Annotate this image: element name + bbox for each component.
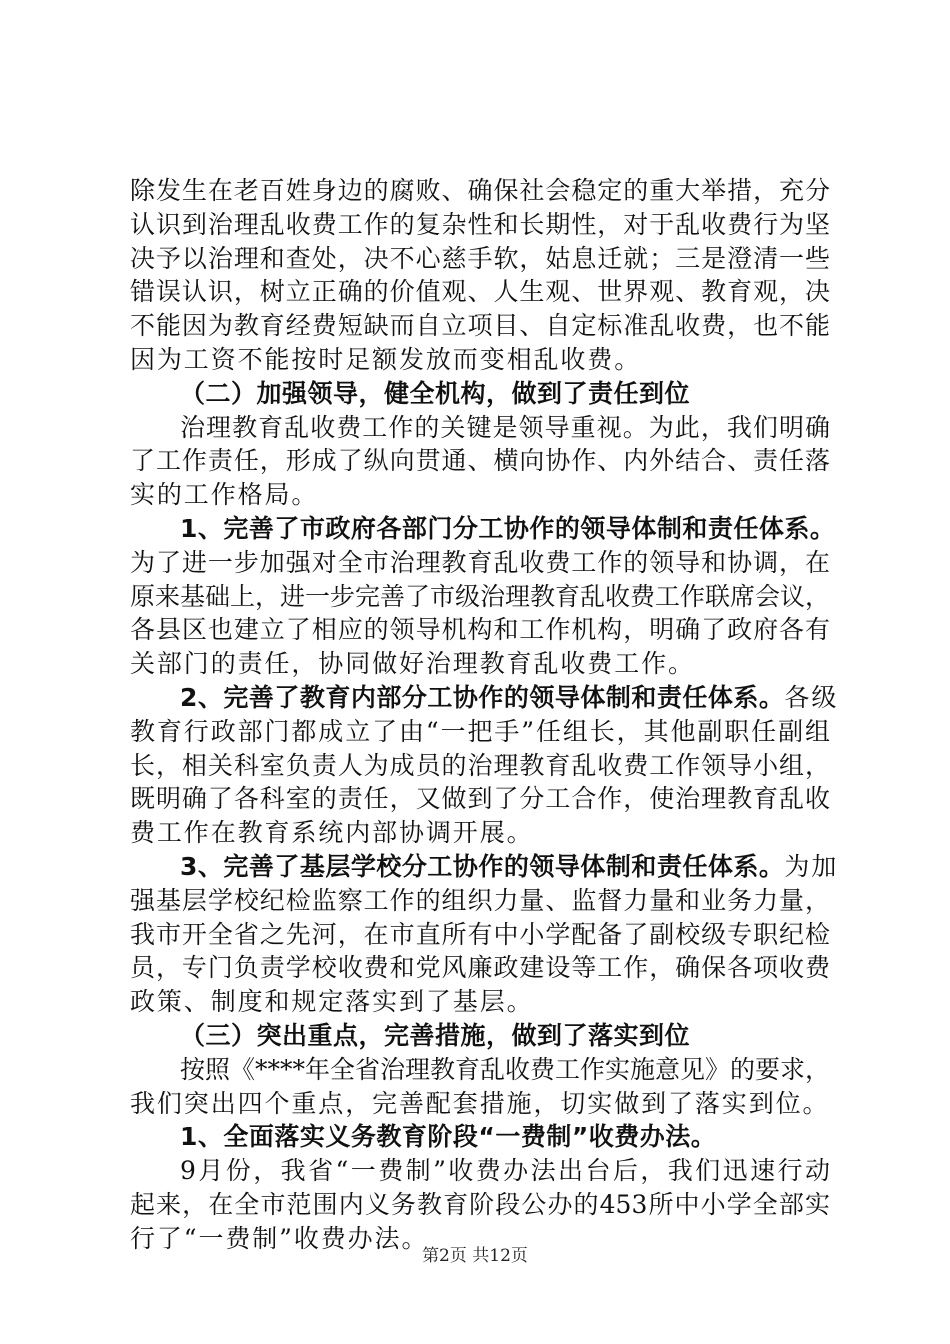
- body-line: 按照《****年全省治理教育乱收费工作实施意见》的要求，: [180, 1054, 831, 1084]
- page-number-footer: 第2页 共12页: [422, 1246, 528, 1266]
- body-line: 员，专门负责学校收费和党风廉政建设等工作，确保各项收费: [130, 953, 830, 983]
- body-line: 认识到治理乱收费工作的复杂性和长期性，对于乱收费行为坚: [130, 209, 830, 239]
- body-line: 了工作责任，形成了纵向贯通、横向协作、内外结合、责任落: [130, 446, 830, 476]
- body-line: 行了“一费制”收费办法。: [130, 1223, 429, 1253]
- body-line: 我市开全省之先河，在市直所有中小学配备了副校级专职纪检: [130, 919, 830, 949]
- body-line: 治理教育乱收费工作的关键是领导重视。为此，我们明确: [180, 412, 830, 442]
- body-line: 因为工资不能按时足额发放而变相乱收费。: [130, 344, 642, 374]
- body-line: 除发生在老百姓身边的腐败、确保社会稳定的重大举措，充分: [130, 176, 830, 205]
- body-line: 不能因为教育经费短缺而自立项目、自定标准乱收费，也不能: [130, 311, 830, 341]
- body-line: 原来基础上，进一步完善了市级治理教育乱收费工作联席会议，: [130, 581, 831, 611]
- item-heading: 2、完善了教育内部分工协作的领导体制和责任体系。: [180, 682, 785, 712]
- item-heading: 1、完善了市政府各部门分工协作的领导体制和责任体系。: [180, 513, 836, 543]
- body-line: 既明确了各科室的责任，又做到了分工合作，使治理教育乱收: [130, 784, 830, 814]
- body-line: 决予以治理和查处，决不心慈手软，姑息迁就；三是澄清一些: [130, 243, 830, 273]
- item-heading: 3、完善了基层学校分工协作的领导体制和责任体系。: [180, 851, 785, 881]
- body-line: 错误认识，树立正确的价值观、人生观、世界观、教育观，决: [130, 277, 830, 307]
- body-line: 各县区也建立了相应的领导机构和工作机构，明确了政府各有: [130, 615, 830, 645]
- section-heading: （二）加强领导，健全机构，做到了责任到位: [180, 378, 691, 408]
- body-line: 起来，在全市范围内义务教育阶段公办的453所中小学全部实: [130, 1189, 830, 1219]
- body-line: 9月份，我省“一费制”收费办法出台后，我们迅速行动: [180, 1156, 830, 1186]
- body-line: 政策、制度和规定落实到了基层。: [130, 987, 534, 1017]
- body-text: 为加: [784, 851, 839, 881]
- document-body: [130, 174, 839, 1256]
- body-line: 教育行政部门都成立了由“一把手”任组长，其他副职任副组: [130, 716, 830, 746]
- body-line: 实的工作格局。: [130, 480, 319, 510]
- item-heading-line: [130, 681, 839, 715]
- item-heading: 1、全面落实义务教育阶段“一费制”收费办法。: [180, 1122, 717, 1152]
- body-text: 各级: [784, 682, 839, 712]
- body-line: 关部门的责任，协同做好治理教育乱收费工作。: [130, 649, 695, 679]
- body-line: 强基层学校纪检监察工作的组织力量、监督力量和业务力量，: [130, 885, 830, 915]
- section-heading: （三）突出重点，完善措施，做到了落实到位: [180, 1020, 691, 1050]
- body-line: 费工作在教育系统内部协调开展。: [130, 818, 534, 848]
- body-line: 我们突出四个重点，完善配套措施，切实做到了落实到位。: [130, 1088, 830, 1118]
- body-line: 长，相关科室负责人为成员的治理教育乱收费工作领导小组，: [130, 750, 830, 780]
- item-heading-line: [130, 850, 839, 884]
- body-line: 为了进一步加强对全市治理教育乱收费工作的领导和协调，在: [130, 547, 830, 577]
